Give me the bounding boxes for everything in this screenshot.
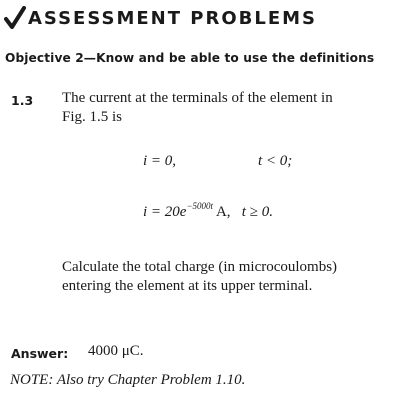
problem-text-line2: Fig. 1.5 is <box>62 109 123 125</box>
calc-text-line1: Calculate the total charge (in microcoulombs) <box>62 259 338 275</box>
answer-label: Answer: <box>11 346 69 361</box>
problem-text-line1: The current at the terminals of the element in <box>62 90 333 106</box>
equation2-unit: A, <box>213 204 231 220</box>
check-icon <box>4 6 26 30</box>
objective-text: Objective 2—Know and be able to use the definitions <box>5 51 375 65</box>
note-text: NOTE: Also try Chapter Problem 1.10. <box>10 372 246 388</box>
equation2-main: i = 20e <box>143 204 187 220</box>
equation2-exponent: −5000t <box>186 201 214 211</box>
problem-number: 1.3 <box>11 93 34 108</box>
equation2-condition: t ≥ 0. <box>241 204 273 220</box>
equation1-right: t < 0; <box>258 153 293 169</box>
answer-value: 4000 μC. <box>88 343 144 359</box>
equation1-left: i = 0, <box>143 153 177 169</box>
section-heading <box>4 6 317 30</box>
heading-title: ASSESSMENT PROBLEMS <box>28 7 317 29</box>
equation2 <box>143 201 273 221</box>
calc-text-line2: entering the element at its upper terminal. <box>62 278 313 294</box>
